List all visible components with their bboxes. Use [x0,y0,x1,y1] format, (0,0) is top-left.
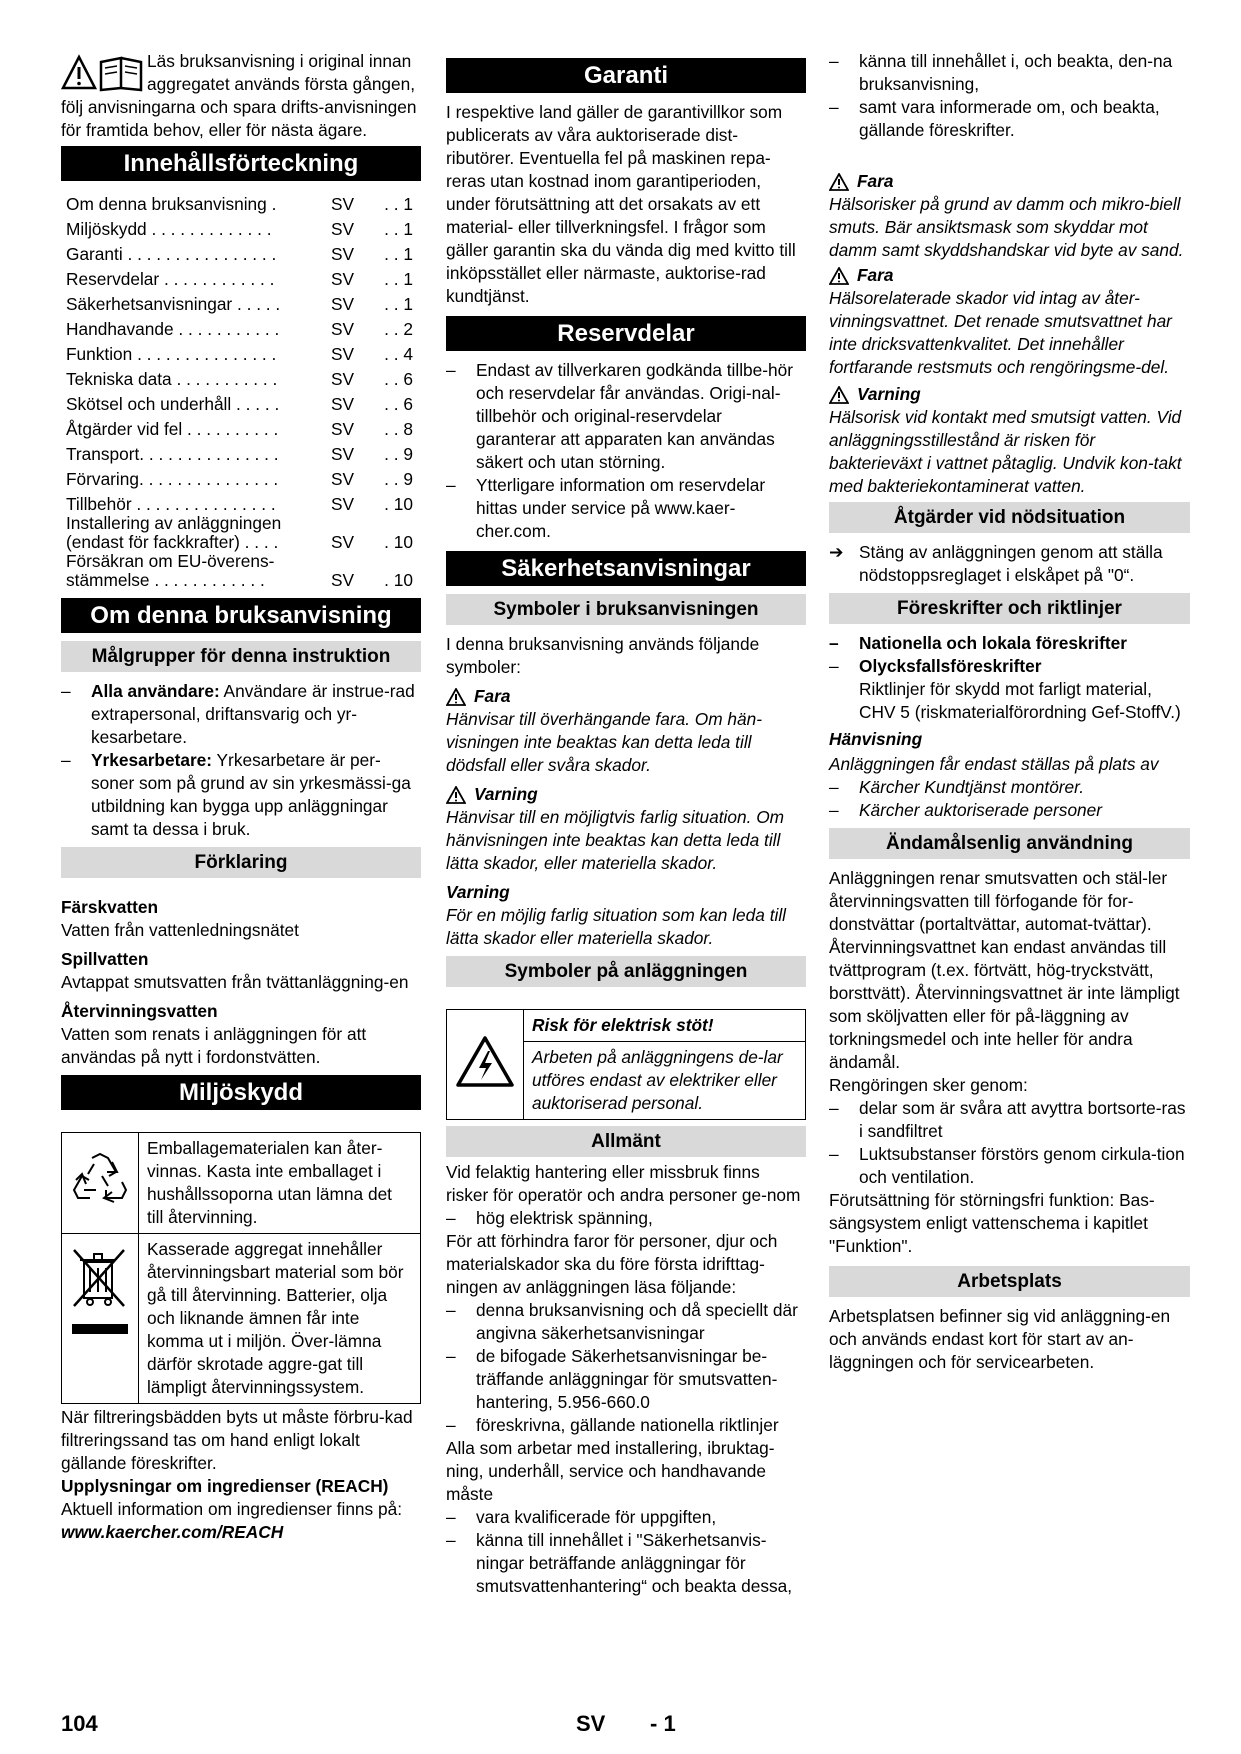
list-item: – Endast av tillverkaren godkända tillbe-hör och reservdelar får användas. Origi-nal-tillbehör och original-reservdelar garanterar att apparaten kan användas säkert och utan störning. [446,359,806,474]
list-item: – Kärcher Kundtjänst montörer. [829,776,1190,799]
fara2-heading: Fara [829,170,1190,193]
general-title: Allmänt [446,1126,806,1157]
general-intro: Vid felaktig hantering eller missbruk finns risker för operatör och andra personer ge-nom [446,1162,801,1205]
env-table [61,1132,421,1404]
toc-title: Säkerhetsanvisningar . . . . . [66,294,281,314]
toc-title: Tekniska data . . . . . . . . . . . [66,369,278,389]
explanation-title: Förklaring [61,847,421,878]
toc-page: . . 9 [384,444,413,464]
toc-title: Innehållsförteckning [61,146,421,181]
list-item: ➔ Stäng av anläggningen genom att ställa nödstoppsreglaget i elskåpet på "0“. [829,541,1190,587]
footer-language: SV [576,1711,606,1736]
term-definition: Vatten som renats i anläggningen för att användas på nytt i fordonstvätten. [61,1024,367,1067]
electric-shock-icon [455,1035,515,1089]
list-item: – Kärcher auktoriserade personer [829,799,1190,822]
toc-row[interactable] [61,364,421,389]
usage-para2: Rengöringen sker genom: [829,1075,1028,1095]
term-definition: Avtappat smutsvatten från tvättanläggning-en [61,972,409,992]
toc-lang: SV [331,494,355,514]
term-definition: Vatten från vattenledningsnätet [61,920,299,940]
toc-page: . . 9 [384,469,413,489]
toc-lang: SV [331,369,355,389]
toc-row[interactable] [61,439,421,464]
regulations-list [829,632,1190,724]
general-list-1 [446,1207,806,1230]
crossed-bin-icon [70,1244,130,1340]
toc-lang: SV [331,394,355,414]
emergency-list [829,541,1190,587]
varning2-heading: Varning [446,882,510,902]
list-item: – föreskrivna, gällande nationella riktlinjer [446,1414,806,1437]
toc-row[interactable] [61,552,421,590]
toc-row[interactable] [61,264,421,289]
shock-text: Arbeten på anläggningens de-lar utföres endast av elektriker eller auktoriserad personal. [524,1042,806,1120]
warning-icon [446,688,466,706]
toc-lang: SV [331,294,355,314]
list-item: – de bifogade Säkerhetsanvisningar be-träffande anläggningar för smutsvatten-hantering, 5.956-660.0 [446,1345,806,1414]
general-list-3b [829,50,1190,142]
toc-lang: SV [331,444,355,464]
env-packaging-text: Emballagematerialen kan åter-vinnas. Kasta inte emballaget i hushållssoporna utan lämna det till återvinning. [139,1133,421,1234]
toc-row[interactable] [61,189,421,214]
toc-title: Åtgärder vid fel . . . . . . . . . . [66,419,279,439]
regulations-title: Föreskrifter och riktlinjer [829,593,1190,624]
toc-lang: SV [331,419,355,439]
toc-page: . . 1 [384,294,413,314]
toc-lang: SV [331,344,355,364]
toc-title: Om denna bruksanvisning . [66,194,277,214]
toc-row[interactable] [61,389,421,414]
symbols-title: Symboler i bruksanvisningen [446,594,806,625]
fara3-heading: Fara [829,264,1190,287]
reach-text: Aktuell information om ingredienser finns på: [61,1499,403,1519]
toc-row[interactable] [61,464,421,489]
toc-page: . . 6 [384,394,413,414]
toc-row[interactable] [61,339,421,364]
shock-title: Risk för elektrisk stöt! [524,1010,806,1042]
om-title: Om denna bruksanvisning [61,598,421,633]
warning-manual-icon [61,54,147,92]
list-item: – denna bruksanvisning och då speciellt där angivna säkerhetsanvisningar [446,1299,806,1345]
usage-list [829,1097,1190,1189]
list-item: – Olycksfallsföreskrifter Riktlinjer för skydd mot farligt material, CHV 5 (riskmaterialförordning Gef-StoffV.) [829,655,1190,724]
column-right [829,50,1190,1374]
toc-lang: SV [331,219,355,239]
warning-icon [829,173,849,191]
toc-lang: SV [331,269,355,289]
usage-para1: Anläggningen renar smutsvatten och stäl-ler återvinningsvatten till förfogande för for-donstvättar (portaltvättar, automat-tvättar). Återvinningsvattnet kan endast användas till tvättprogram (t.ex. förtvätt, hög-tryckstvätt, borsttvätt). Återvinningsvattnet är inte lämpligt som sköljvatten eller för på-läggning av torkningsmedel och inte heller för andra ändamål. [829,868,1180,1072]
varning-heading: Varning [446,783,806,806]
toc-title: Tillbehör . . . . . . . . . . . . . . . [66,494,276,514]
toc-lang: SV [331,532,355,552]
general-list-2 [446,1299,806,1437]
recycle-icon [68,1150,132,1210]
note-text: Anläggningen får endast ställas på plats av [829,754,1159,774]
fara-text: Hänvisar till överhängande fara. Om hän-visningen inte beaktas kan detta leda till dödsfall eller svåra skador. [446,709,763,775]
toc-lang: SV [331,319,355,339]
list-item: – Alla användare: Användare är instrue-rad extrapersonal, driftansvarig och yr-kesarbetare. [61,680,421,749]
list-item: – vara kvalificerade för uppgiften, [446,1506,806,1529]
warning-icon [446,786,466,804]
column-left [61,50,421,1544]
env-title: Miljöskydd [61,1075,421,1110]
toc-title: Försäkran om EU-överens-stämmelse . . . . . . . . . . . . [66,551,275,590]
warning-icon [829,267,849,285]
list-item: – samt vara informerade om, och beakta, gällande föreskrifter. [829,96,1190,142]
toc-lang: SV [331,244,355,264]
list-item: – hög elektrisk spänning, [446,1207,806,1230]
general-list-3a [446,1506,806,1598]
intro [61,50,421,142]
toc-lang: SV [331,194,355,214]
toc-title: Handhavande . . . . . . . . . . . [66,319,280,339]
shock-table [446,1009,806,1120]
term-heading: Färskvatten [61,897,159,917]
list-item: – Luktsubstanser förstörs genom cirkula-tion och ventilation. [829,1143,1190,1189]
toc-title: Garanti . . . . . . . . . . . . . . . . [66,244,277,264]
safety-title: Säkerhetsanvisningar [446,551,806,586]
toc-row[interactable] [61,214,421,239]
toc-title: Förvaring. . . . . . . . . . . . . . . [66,469,279,489]
toc-row[interactable] [61,514,421,552]
column-middle [446,50,806,1598]
toc-page: . . 1 [384,194,413,214]
list-item: – Ytterligare information om reservdelar hittas under service på www.kaer-cher.com. [446,474,806,543]
toc-table [61,189,421,590]
toc-title: Transport. . . . . . . . . . . . . . . [66,444,279,464]
fara2-text: Hälsorisker på grund av damm och mikro-biell smuts. Bär ansiktsmask som skyddar mot damm samt skyddshandskar vid byte av sand. [829,194,1184,260]
list-item: – delar som är svåra att avyttra bortsorte-ras i sandfiltret [829,1097,1190,1143]
reservdelar-title: Reservdelar [446,316,806,351]
usage-title: Ändamålsenlig användning [829,828,1190,859]
toc-title: Reservdelar . . . . . . . . . . . . [66,269,275,289]
fara-heading: Fara [446,685,806,708]
toc-page: . . 1 [384,269,413,289]
garanti-title: Garanti [446,58,806,93]
varning3-text: Hälsorisk vid kontakt med smutsigt vatten. Vid anläggningsstillestånd är risken för bakterieväxt i vattnet påtaglig. Undvik kon-takt med bakteriekontaminerat vatten. [829,407,1182,496]
toc-title: Miljöskydd . . . . . . . . . . . . . [66,219,272,239]
varning2-text: För en möjlig farlig situation som kan leda till lätta skador eller materiella skador. [446,905,787,948]
toc-page: . . 1 [384,219,413,239]
toc-page: . . 4 [384,344,413,364]
note-heading: Hänvisning [829,729,923,749]
fara3-text: Hälsorelaterade skador vid intag av åter-vinningsvattnet. Det renade smutsvattnet har inte dricksvattenkvalitet. Det innehåller fortfarande restsmuts och rengöringsme-del. [829,288,1172,377]
term-heading: Återvinningsvatten [61,1001,218,1021]
toc-page: . . 8 [384,419,413,439]
toc-row[interactable] [61,239,421,264]
emergency-title: Åtgärder vid nödsituation [829,502,1190,533]
intro-text: Läs bruksanvisning i original innan aggregatet används första gången, följ anvisningarna och spara drifts-anvisningen för framtida behov, eller för nästa ägare. [61,51,417,140]
reach-title: Upplysningar om ingredienser (REACH) [61,1476,389,1496]
warning-icon [829,386,849,404]
toc-page: . . 6 [384,369,413,389]
toc-page: . . 2 [384,319,413,339]
toc-page: . 10 [384,532,413,552]
footer-subpage: - 1 [650,1711,676,1736]
general-para3: Alla som arbetar med installering, ibruktag-ning, underhåll, service och handhavande måste [446,1438,775,1504]
device-symbols-title: Symboler på anläggningen [446,956,806,987]
note-list [829,776,1190,822]
toc-title: Installering av anläggningen (endast för fackkrafter) . . . . [66,513,282,552]
usage-para3: Förutsättning för störningsfri funktion: Bas-sängsystem enligt vattenschema i kapitlet "Funktion". [829,1190,1155,1256]
general-para2: För att förhindra faror för personer, djur och materialskador ska du före första idrifttag-ningen av anläggningen läsa följande: [446,1231,778,1297]
toc-page: . 10 [384,494,413,514]
list-item: – Yrkesarbetare: Yrkesarbetare är per-soner som på grund av sin yrkesmässi-ga utbildning kan bygga upp anläggningar samt ta dessa i bruk. [61,749,421,841]
target-groups-title: Målgrupper för denna instruktion [61,641,421,672]
list-item: – känna till innehållet i, och beakta, den-na bruksanvisning, [829,50,1190,96]
toc-title: Skötsel och underhåll . . . . . [66,394,280,414]
workplace-text: Arbetsplatsen befinner sig vid anläggning-en och används endast kort för start av an-läggningen och för servicearbeten. [829,1306,1171,1372]
toc-page: . 10 [384,570,413,590]
toc-lang: SV [331,469,355,489]
target-groups-list [61,680,421,841]
toc-row[interactable] [61,289,421,314]
term-heading: Spillvatten [61,949,149,969]
reach-link[interactable]: www.kaercher.com/REACH [61,1522,284,1542]
reservdelar-list [446,359,806,543]
list-item: – känna till innehållet i "Säkerhetsanvis-ningar beträffande anläggningar för smutsvattenhantering“ och beakta dessa, [446,1529,806,1598]
env-disposal-text: Kasserade aggregat innehåller återvinningsbart material som bör gå till återvinning. Batterier, olja och liknande ämnen får inte komma ut i miljön. Över-lämna därför skrotade aggre-gat till lämpligt återvinningssystem. [139,1234,421,1404]
varning-text: Hänvisar till en möjligtvis farlig situation. Om hänvisningen inte beaktas kan detta leda till lätta skador, eller materiella skador. [446,807,785,873]
intro-icons [61,54,147,94]
toc-lang: SV [331,570,355,590]
garanti-text: I respektive land gäller de garantivillkor som publicerats av våra auktoriserade dist-ributörer. Eventuella fel på maskinen repa-reras utan kostnad inom garantiperioden, under förutsättning att det orsakats av ett material- eller tillverkningsfel. I frågor som gäller garantin ska du vända dig med kvitto till inköpsstället eller närmaste, auktorise-rad kundtjänst. [446,102,796,306]
toc-page: . . 1 [384,244,413,264]
varning3-heading: Varning [829,383,1190,406]
symbols-intro: I denna bruksanvisning används följande symboler: [446,634,760,677]
list-item: – Nationella och lokala föreskrifter [829,632,1190,655]
page-number: 104 [61,1711,98,1736]
workplace-title: Arbetsplats [829,1266,1190,1297]
filter-sand-text: När filtreringsbädden byts ut måste förbru-kad filtreringssand tas om hand enligt lokalt gällande föreskrifter. [61,1407,413,1473]
toc-row[interactable] [61,414,421,439]
toc-title: Funktion . . . . . . . . . . . . . . . [66,344,277,364]
toc-row[interactable] [61,314,421,339]
toc-row[interactable] [61,489,421,514]
